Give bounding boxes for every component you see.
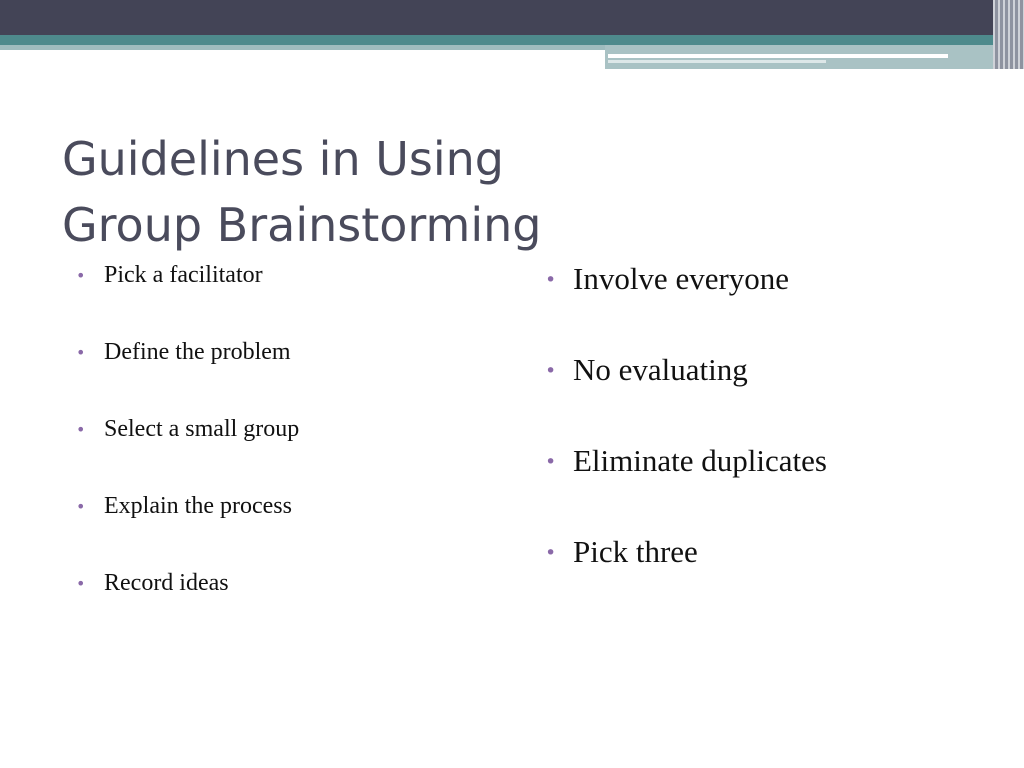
list-item-text: No evaluating <box>573 352 748 387</box>
bullet-icon: • <box>545 542 557 564</box>
header-band-light <box>0 45 605 50</box>
list-item <box>76 566 299 643</box>
header-accent-line-2 <box>608 60 826 63</box>
list-item <box>545 259 827 350</box>
bullet-icon: • <box>76 497 86 516</box>
bullet-icon: • <box>76 266 86 285</box>
bullet-icon: • <box>545 360 557 382</box>
list-item-text: Eliminate duplicates <box>573 443 827 478</box>
bullet-icon: • <box>76 574 86 593</box>
slide-title <box>62 126 922 258</box>
list-item <box>76 412 299 489</box>
bullet-icon: • <box>76 343 86 362</box>
list-item <box>76 489 299 566</box>
header-band-dark <box>0 0 1024 35</box>
list-item <box>76 335 299 412</box>
list-item-text: Define the problem <box>104 339 291 365</box>
slide-title-line-2: Group Brainstorming <box>62 198 542 252</box>
list-item <box>545 350 827 441</box>
header-accent-line <box>608 54 948 58</box>
list-item-text: Pick a facilitator <box>104 262 263 288</box>
list-item <box>76 258 299 335</box>
list-item <box>545 532 827 623</box>
list-item-text: Select a small group <box>104 416 300 442</box>
list-item <box>545 441 827 532</box>
list-item-text: Pick three <box>573 534 698 569</box>
bullet-icon: • <box>76 420 86 439</box>
slide-title-line-1: Guidelines in Using <box>62 132 505 186</box>
bullet-icon: • <box>545 451 557 473</box>
bullet-icon: • <box>545 269 557 291</box>
list-item-text: Explain the process <box>104 493 292 519</box>
header-edge-stripes <box>993 0 1024 69</box>
list-item-text: Record ideas <box>104 570 229 596</box>
header-band-teal <box>0 35 1024 45</box>
left-bullet-list <box>76 258 299 643</box>
list-item-text: Involve everyone <box>573 261 790 296</box>
right-bullet-list <box>545 259 827 623</box>
